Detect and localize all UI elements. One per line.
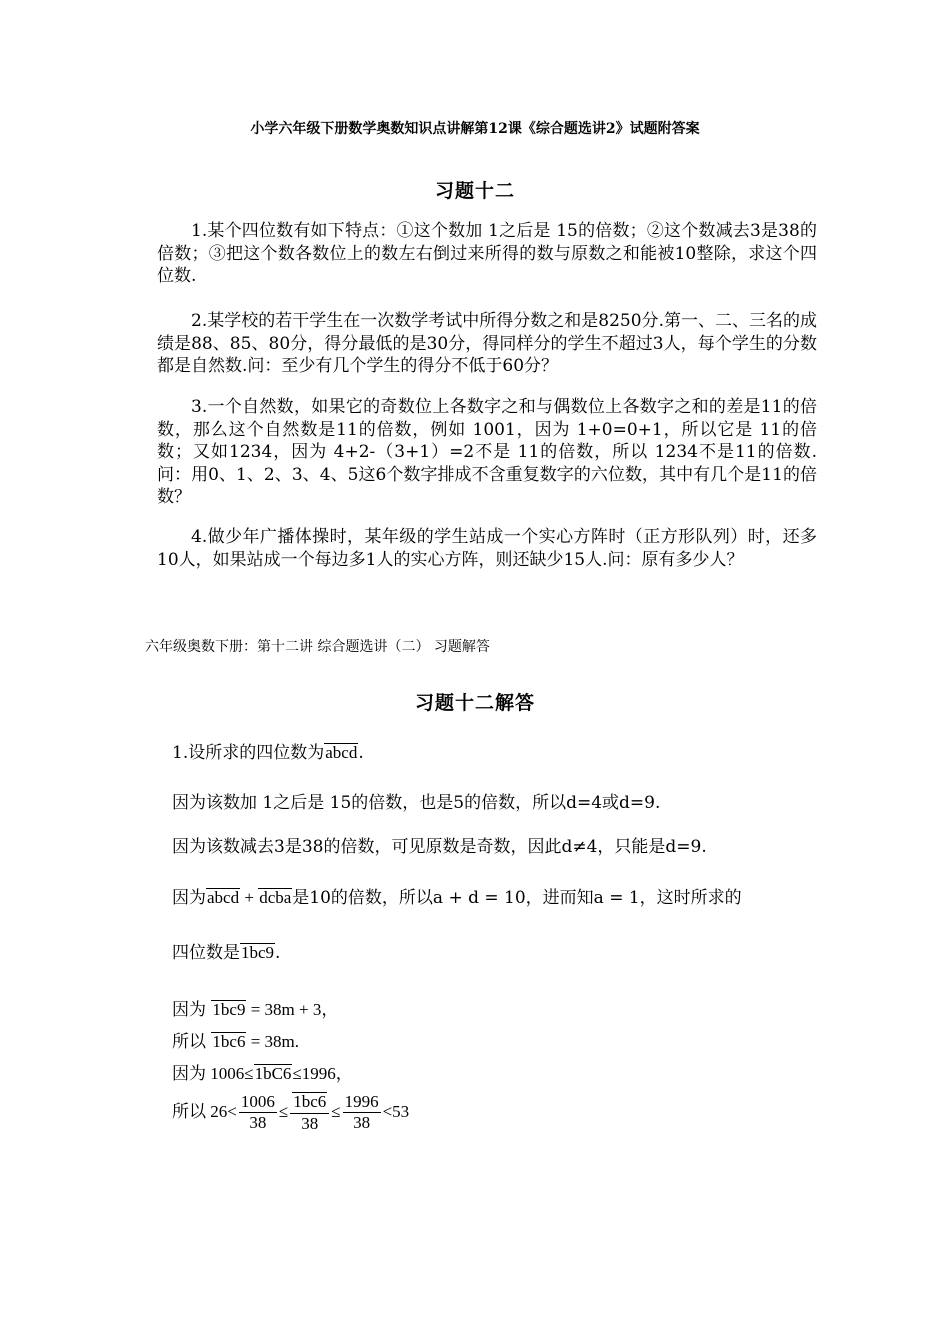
solution-text: 因为 bbox=[172, 1000, 212, 1020]
exercise-2: 2.某学校的若干学生在一次数学考试中所得分数之和是8250分.第一、二、三名的成绩是88、85、80分，得分最低的是30分，得同样分的学生不超过3人，每个学生的分数都是自然数.问：至少有几个学生的得分不低于60分？ bbox=[157, 311, 817, 376]
fraction-numerator bbox=[290, 1092, 329, 1114]
solution-line-7 bbox=[172, 1027, 299, 1052]
solution-text: 因为 bbox=[172, 888, 206, 908]
solution-line-8 bbox=[172, 1059, 353, 1084]
solution-text: 1.设所求的四位数为 bbox=[172, 743, 325, 763]
fraction-numerator: 1996 bbox=[343, 1093, 381, 1114]
solution-text: . bbox=[275, 943, 281, 963]
solution-line-3: 因为该数减去3是38的倍数，可见原数是奇数，因此d≠4，只能是d=9. bbox=[172, 837, 707, 857]
fraction-denominator: 38 bbox=[249, 1113, 267, 1133]
solution-text: 所以 bbox=[172, 1032, 212, 1052]
solutions-heading: 习题十二解答 bbox=[414, 692, 535, 714]
overlined-number: 1bc6 bbox=[212, 1032, 246, 1051]
solution-text: ≤1996， bbox=[292, 1064, 353, 1083]
overlined-number: abcd bbox=[325, 743, 358, 762]
overlined-number: dcba bbox=[259, 888, 292, 907]
solution-line-6 bbox=[172, 995, 338, 1020]
solution-line-4 bbox=[172, 883, 742, 908]
solution-text: 所以 26< bbox=[172, 1102, 237, 1122]
solution-text: 是10的倍数，所以a + d = 10，进而知a = 1，这时所求的 bbox=[292, 888, 742, 908]
solution-text: 四位数是 bbox=[172, 943, 240, 963]
solution-text: <53 bbox=[382, 1102, 410, 1122]
le-sign: ≤ bbox=[331, 1102, 341, 1122]
overlined-number: 1bc9 bbox=[212, 1000, 246, 1019]
fraction bbox=[343, 1093, 381, 1133]
overlined-number: 1bC6 bbox=[254, 1064, 292, 1083]
le-sign: ≤ bbox=[278, 1102, 289, 1122]
exercise-3: 3.一个自然数，如果它的奇数位上各数字之和与偶数位上各数字之和的差是11的倍数，那么这个自然数是11的倍数，例如 1001，因为 1+0=0+1，所以它是 11的倍数；又如1234，因为 4+2-（3+1）=2不是 11的倍数，所以 1234不是11的倍数.问：用0、1、2、3、4、5这6个数字排成不含重复数字的六位数，其中有几个是11的倍数？ bbox=[157, 397, 817, 507]
solution-text: . bbox=[358, 743, 364, 763]
fraction-numerator: 1006 bbox=[239, 1093, 277, 1114]
solution-text: 因为 1006≤ bbox=[172, 1064, 254, 1083]
fraction bbox=[239, 1093, 277, 1133]
solution-line-5 bbox=[172, 938, 280, 963]
overlined-number: 1bc9 bbox=[241, 943, 275, 962]
solution-text: = 38m. bbox=[246, 1032, 300, 1051]
solution-line-2: 因为该数加 1之后是 15的倍数，也是5的倍数，所以d=4或d=9. bbox=[172, 793, 661, 813]
document-title: 小学六年级下册数学奥数知识点讲解第12课《综合题选讲2》试题附答案 bbox=[250, 121, 700, 137]
fraction-denominator: 38 bbox=[301, 1113, 319, 1133]
exercise-1: 1.某个四位数有如下特点：①这个数加 1之后是 15的倍数；②这个数减去3是38的倍数；③把这个数各数位上的数左右倒过来所得的数与原数之和能被10整除，求这个四位数. bbox=[157, 221, 817, 286]
solution-text: = 38m + 3， bbox=[246, 1000, 339, 1019]
exercise-4: 4.做少年广播体操时，某年级的学生站成一个实心方阵时（正方形队列）时，还多10人，如果站成一个每边多1人的实心方阵，则还缺少15人.问：原有多少人？ bbox=[157, 527, 817, 570]
plus-sign: + bbox=[240, 888, 259, 907]
fraction-denominator: 38 bbox=[353, 1113, 371, 1133]
solution-line-1 bbox=[172, 738, 364, 763]
solution-line-9 bbox=[172, 1092, 409, 1133]
fraction bbox=[290, 1092, 329, 1133]
solutions-subheading: 六年级奥数下册：第十二讲 综合题选讲（二） 习题解答 bbox=[145, 639, 490, 655]
exercises-heading: 习题十二 bbox=[434, 180, 515, 202]
overlined-number: abcd bbox=[207, 888, 240, 907]
overlined-number: 1bc6 bbox=[293, 1092, 327, 1111]
